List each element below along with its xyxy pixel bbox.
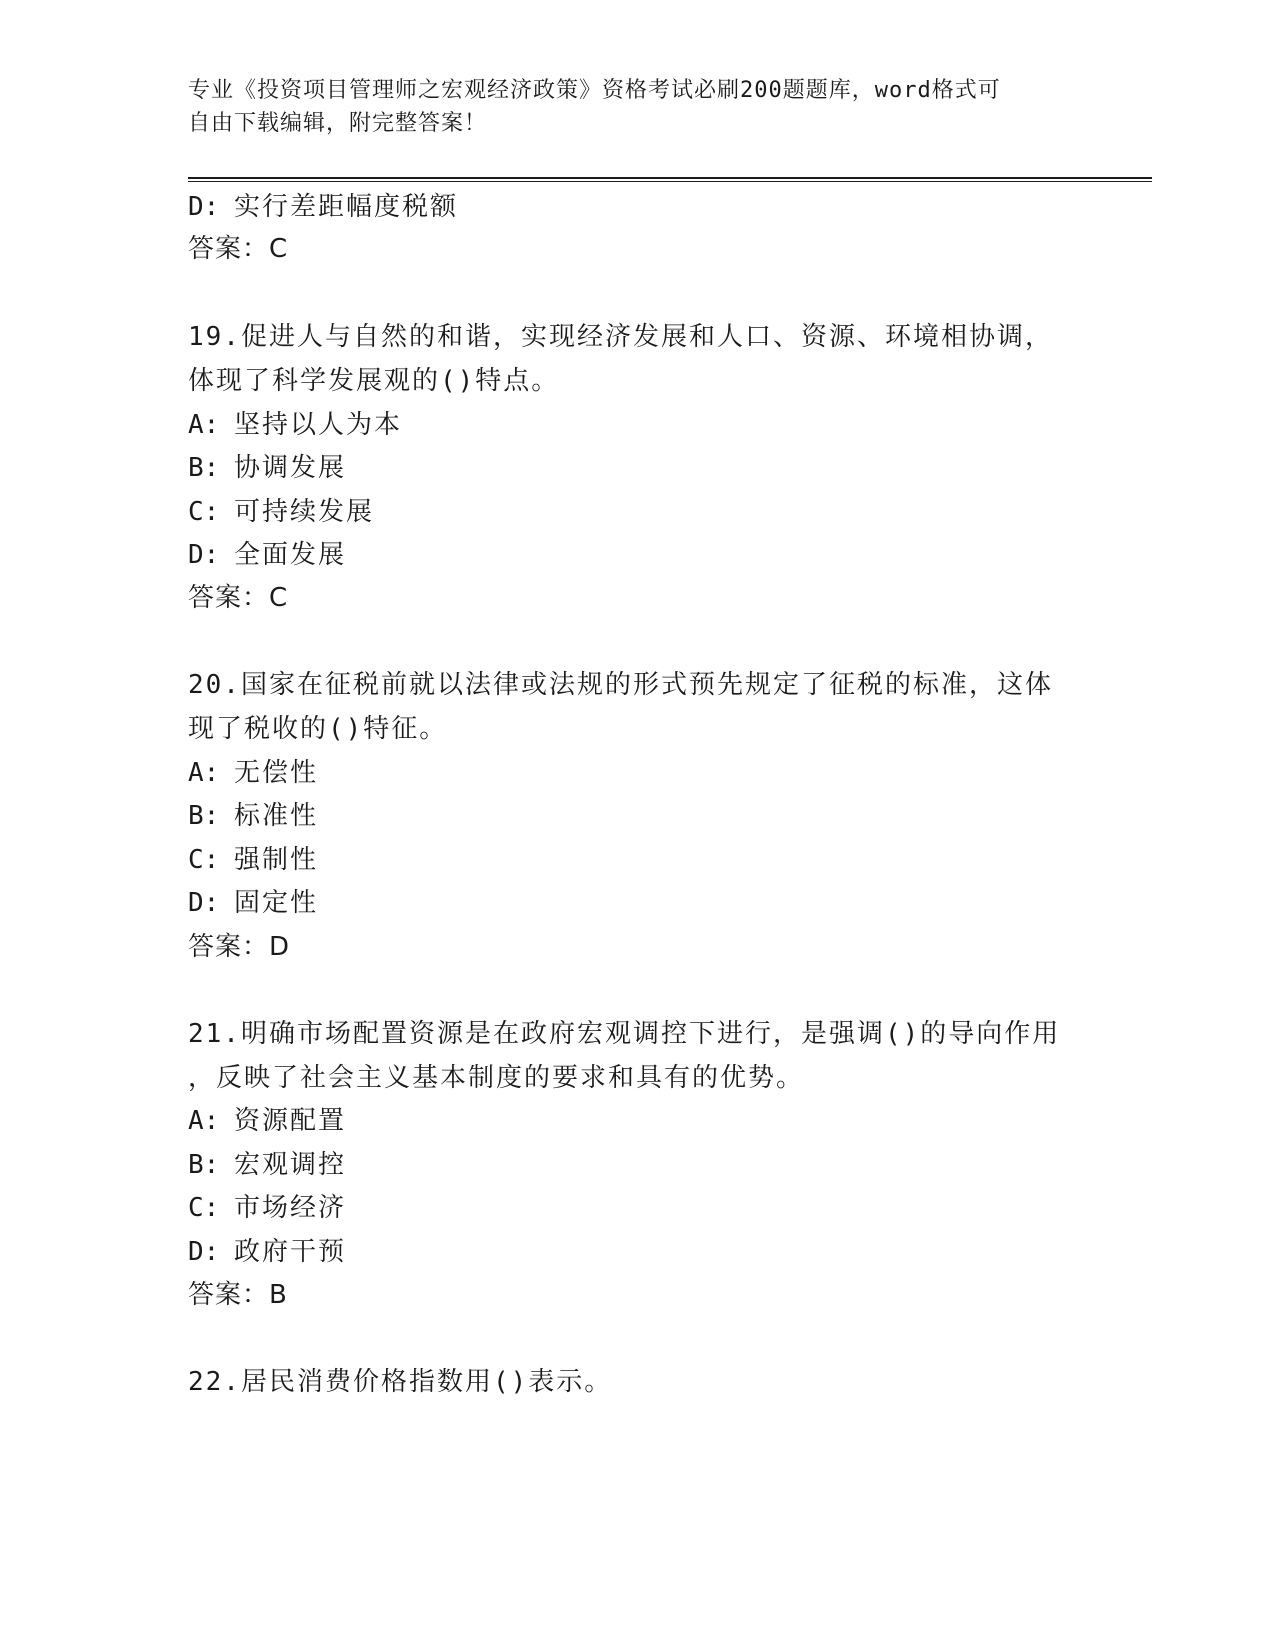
question-21-option-d: D: 政府干预: [188, 1237, 347, 1267]
question-19-option-c: C: 可持续发展: [188, 497, 375, 527]
prev-answer: 答案：C: [188, 234, 289, 264]
question-21-answer: 答案：B: [188, 1280, 288, 1310]
prev-option-d: D: 实行差距幅度税额: [188, 192, 459, 222]
question-21-stem-line-1: 21.明确市场配置资源是在政府宏观调控下进行，是强调()的导向作用: [188, 1019, 1061, 1049]
header-line-2: 自由下载编辑，附完整答案！: [188, 111, 488, 136]
question-19-stem-line-1: 19.促进人与自然的和谐，实现经济发展和人口、资源、环境相协调，: [188, 322, 1053, 352]
question-19-answer: 答案：C: [188, 583, 289, 613]
question-22-stem-line-1: 22.居民消费价格指数用()表示。: [188, 1367, 613, 1397]
question-20-option-a: A: 无偿性: [188, 758, 319, 788]
header-line-1: 专业《投资项目管理师之宏观经济政策》资格考试必刷200题题库，word格式可: [188, 78, 1001, 103]
document-header: [188, 74, 1088, 140]
question-20-option-b: B: 标准性: [188, 801, 319, 831]
question-19-option-d: D: 全面发展: [188, 540, 347, 570]
question-19-stem-line-2: 体现了科学发展观的()特点。: [188, 366, 560, 396]
question-20-option-c: C: 强制性: [188, 845, 319, 875]
question-21-option-a: A: 资源配置: [188, 1106, 347, 1136]
question-21-stem-line-2: ，反映了社会主义基本制度的要求和具有的优势。: [188, 1063, 805, 1093]
question-19-option-a: A: 坚持以人为本: [188, 410, 403, 440]
question-20-stem-line-2: 现了税收的()特征。: [188, 714, 448, 744]
header-divider: [188, 177, 1152, 182]
question-21-option-b: B: 宏观调控: [188, 1150, 347, 1180]
question-21-option-c: C: 市场经济: [188, 1193, 347, 1223]
question-20-answer: 答案：D: [188, 932, 291, 962]
question-19-option-b: B: 协调发展: [188, 453, 347, 483]
question-20-option-d: D: 固定性: [188, 888, 319, 918]
question-20-stem-line-1: 20.国家在征税前就以法律或法规的形式预先规定了征税的标准，这体: [188, 670, 1053, 700]
